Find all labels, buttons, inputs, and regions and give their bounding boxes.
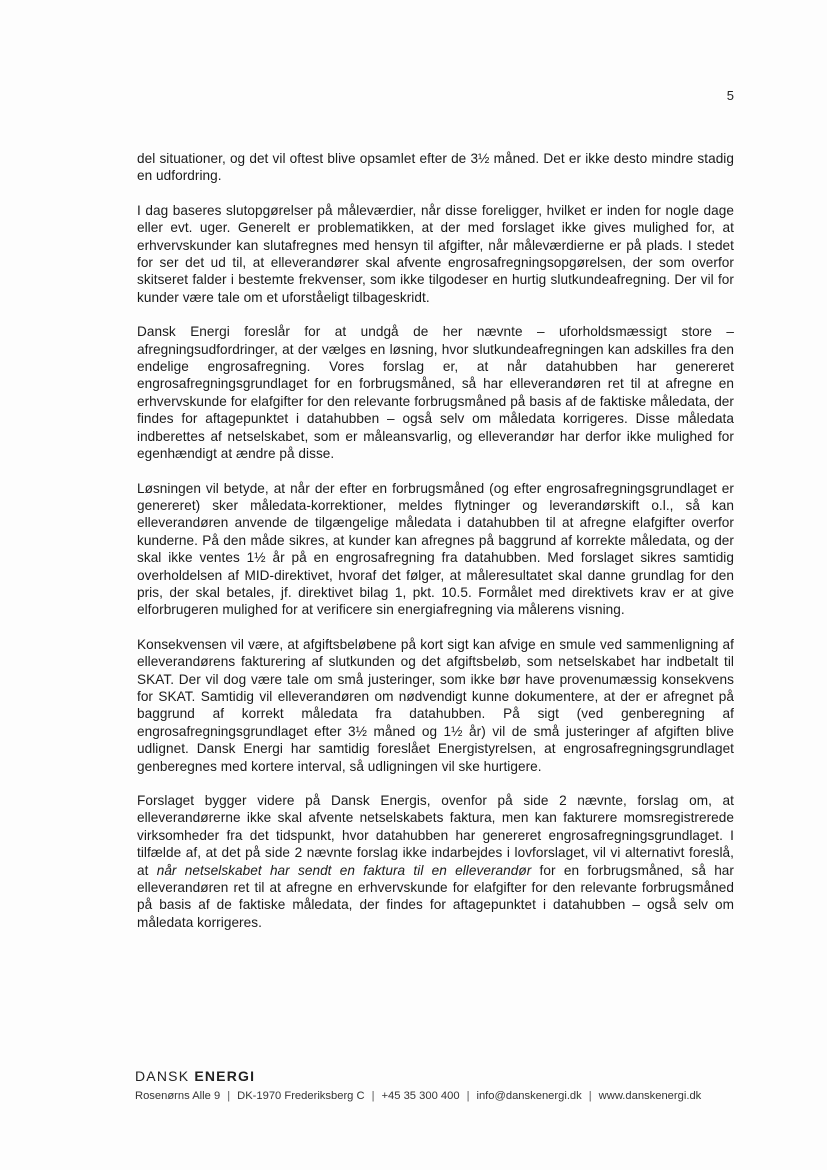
website: www.danskenergi.dk xyxy=(598,1090,702,1102)
phone: +45 35 300 400 xyxy=(381,1090,460,1102)
body-text xyxy=(137,150,734,948)
paragraph-6 xyxy=(137,792,734,931)
paragraph-4: Løsningen vil betyde, at når der efter en forbrugsmåned (og efter engrosafregningsgrundlaget er genereret) sker måledata-korrektioner, meldes flytninger og leverandørskift o.l., så kan elleverandøren anvende de tilgængelige måledata i datahubben til at afregne elafgifter overfor kunderne. På den måde sikres, at kunder kan afregnes på baggrund af korrekte måledata, og der skal ikke ventes 1½ år på en engrosafregning fra datahubben. Med forslaget sikres samtidig overholdelsen af MID-direktivet, hvoraf det følger, at måleresultatet skal danne grundlag for den pris, der skal betales, jf. direktivet bilag 1, pkt. 10.5. Formålet med direktivets krav er at give elforbrugeren mulighed for at verificere sin energiafregning via målerens visning. xyxy=(137,480,734,618)
contact-line xyxy=(135,1089,735,1104)
email: info@danskenergi.dk xyxy=(476,1090,582,1102)
page-number: 5 xyxy=(726,88,734,103)
separator: | xyxy=(466,1090,470,1102)
paragraph-5: Konsekvensen vil være, at afgiftsbeløbene på kort sigt kan afvige en smule ved sammenligning af elleverandørens fakturering af slutkunden og det afgiftsbeløb, som netselskabet har indbetalt til SKAT. Der vil dog være tale om små justeringer, som ikke bør have provenumæssig konsekvens for SKAT. Samtidig vil elleverandøren om nødvendigt kunne dokumentere, at der er afregnet på baggrund af korrekt måledata fra datahubben. På sigt (ved genberegning af engrosafregningsgrundlaget efter 3½ måned og 1½ år) vil de små justeringer af afgiften blive udlignet. Dansk Energi har samtidig foreslået Energistyrelsen, at engrosafregningsgrundlaget genberegnes med kortere interval, så udligningen vil ske hurtigere. xyxy=(137,636,734,774)
paragraph-6-end: for en forbrugsmåned, så har elleverandøren ret til at afregne en erhvervskunde for elafgifter for den relevante forbrugsmåned på basis af de faktiske måledata, der findes for aftagepunktet i datahubben – også selv om måledata korrigeres. xyxy=(137,862,734,930)
brand-name-regular: DANSK xyxy=(135,1068,195,1084)
paragraph-3: Dansk Energi foreslår for at undgå de her nævnte – uforholdsmæssigt store – afregningsudfordringer, at der vælges en løsning, hvor slutkundeafregningen kan adskilles fra den endelige engrosafregning. Vores forslag er, at når datahubben har genereret engrosafregningsgrundlaget for en forbrugsmåned, så har elleverandøren ret til at afregne en erhvervskunde for elafgifter for den relevante forbrugsmåned på basis af de faktiske måledata, der findes for aftagepunktet i datahubben – også selv om måledata korrigeres. Disse måledata indberettes af netselskabet, som er måleansvarlig, og elleverandør har derfor ikke mulighed for egenhændigt at ændre på disse. xyxy=(137,324,734,462)
separator: | xyxy=(588,1090,592,1102)
paragraph-1: del situationer, og det vil oftest blive opsamlet efter de 3½ måned. Det er ikke desto mindre stadig en udfordring. xyxy=(137,151,734,184)
brand-logo xyxy=(135,1067,735,1085)
city: DK-1970 Frederiksberg C xyxy=(237,1090,365,1102)
paragraph-6-emphasis: når netselskabet har sendt en faktura til en elleverandør xyxy=(156,862,532,878)
address: Rosenørns Alle 9 xyxy=(135,1090,221,1102)
paragraph-2: I dag baseres slutopgørelser på måleværdier, når disse foreligger, hvilket er inden for nogle dage eller evt. uger. Generelt er problematikken, at der med forslaget ikke gives mulighed for, at erhvervskunder kan slutafregnes med hensyn til afgifter, når måleværdierne er på plads. I stedet for ser det ud til, at elleverandører skal afvente engrosafregningsopgørelsen, der som overfor skitseret falder i bestemte frekvenser, som ikke tilgodeser en hurtig slutkundeafregning. Der vil for kunder være tale om et uforståeligt tilbageskridt. xyxy=(137,202,734,305)
separator: | xyxy=(371,1090,375,1102)
paragraph-6-start: Forslaget bygger videre på Dansk Energis, ovenfor på side 2 nævnte, forslag om, at elleverandørerne ikke skal afvente netselskabets faktura, men kan fakturere momsregistrerede virksomheder fra det tidspunkt, hvor datahubben har genereret engrosafregningsgrundlaget. I tilfælde af, at det på side 2 nævnte forslag ikke indarbejdes i lovforslaget, vil vi alternativt foreslå, at xyxy=(137,793,734,878)
separator: | xyxy=(227,1090,231,1102)
brand-name-bold: ENERGI xyxy=(194,1068,256,1084)
letterhead-footer xyxy=(135,1067,735,1104)
